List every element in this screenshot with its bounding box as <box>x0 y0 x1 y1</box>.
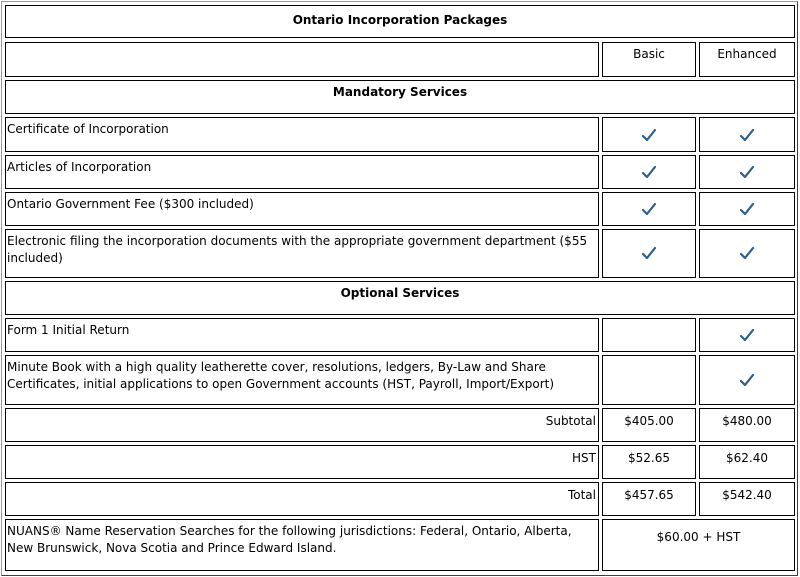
section-mandatory-services: Mandatory Services <box>5 80 795 114</box>
check-icon <box>700 327 794 348</box>
check-icon <box>603 127 695 148</box>
mandatory-item-enhanced-cell <box>699 192 795 226</box>
total-basic-value: $457.65 <box>602 482 696 516</box>
mandatory-item-enhanced-cell <box>699 229 795 278</box>
subtotal-enhanced-value: $480.00 <box>699 408 795 442</box>
optional-item-basic-cell <box>602 355 696 405</box>
mandatory-item-enhanced-cell <box>699 155 795 189</box>
check-icon <box>700 245 794 266</box>
section-optional-services: Optional Services <box>5 281 795 315</box>
mandatory-item-label: Certificate of Incorporation <box>5 117 599 152</box>
nuans-label: NUANS® Name Reservation Searches for the following jurisdictions: Federal, Ontario, Alberta, New Brunswick, Nova Scotia and Prince Edward Island. <box>5 519 599 571</box>
mandatory-item-basic-cell <box>602 229 696 278</box>
total-label: Total <box>5 482 599 516</box>
mandatory-item-basic-cell <box>602 192 696 226</box>
mandatory-item-label: Electronic filing the incorporation documents with the appropriate government department ($55 included) <box>5 229 599 278</box>
check-icon <box>700 372 794 393</box>
optional-item-enhanced-cell <box>699 318 795 352</box>
nuans-price: $60.00 + HST <box>602 519 795 571</box>
check-icon <box>603 201 695 222</box>
optional-item-label: Minute Book with a high quality leatherette cover, resolutions, ledgers, By-Law and Share Certificates, initial applications to open Government accounts (HST, Payroll, Import/Export) <box>5 355 599 405</box>
mandatory-item-basic-cell <box>602 117 696 152</box>
hst-basic-value: $52.65 <box>602 445 696 479</box>
total-enhanced-value: $542.40 <box>699 482 795 516</box>
check-icon <box>700 201 794 222</box>
hst-label: HST <box>5 445 599 479</box>
mandatory-item-enhanced-cell <box>699 117 795 152</box>
optional-item-basic-cell <box>602 318 696 352</box>
header-blank-cell <box>5 42 599 77</box>
subtotal-basic-value: $405.00 <box>602 408 696 442</box>
check-icon <box>603 245 695 266</box>
optional-item-label: Form 1 Initial Return <box>5 318 599 352</box>
mandatory-item-label: Articles of Incorporation <box>5 155 599 189</box>
mandatory-item-label: Ontario Government Fee ($300 included) <box>5 192 599 226</box>
check-icon <box>700 127 794 148</box>
check-icon <box>603 164 695 185</box>
optional-item-enhanced-cell <box>699 355 795 405</box>
table-title: Ontario Incorporation Packages <box>5 5 795 38</box>
hst-enhanced-value: $62.40 <box>699 445 795 479</box>
column-header-basic: Basic <box>602 42 696 77</box>
subtotal-label: Subtotal <box>5 408 599 442</box>
check-icon <box>700 164 794 185</box>
mandatory-item-basic-cell <box>602 155 696 189</box>
column-header-enhanced: Enhanced <box>699 42 795 77</box>
